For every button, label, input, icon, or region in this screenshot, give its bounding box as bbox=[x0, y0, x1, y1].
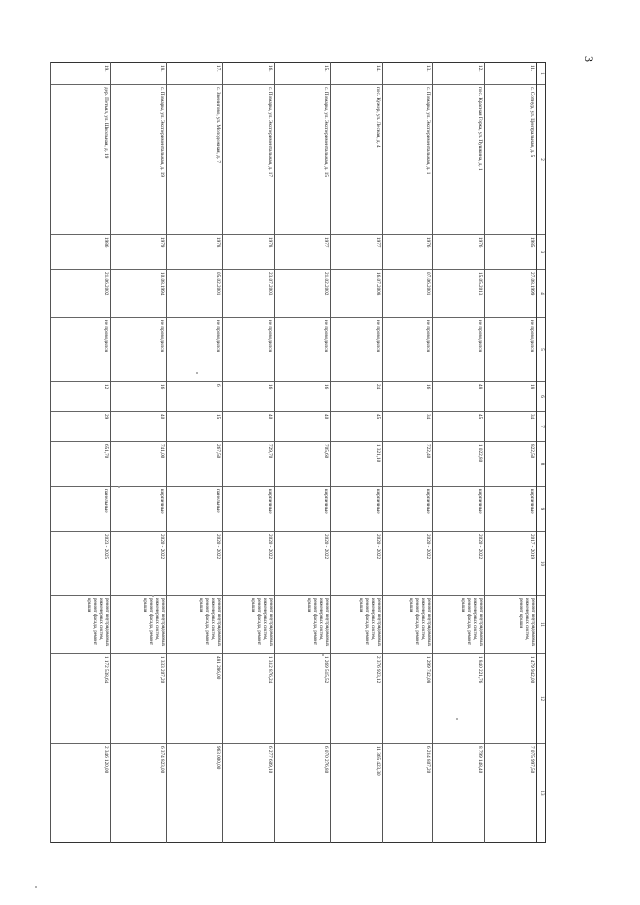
cell-row-number: 13. bbox=[382, 63, 432, 85]
cell-date: 21.02.2002 bbox=[274, 270, 330, 318]
cell-row-number: 12. bbox=[432, 63, 484, 85]
cell-wall-material: кирпичные bbox=[432, 487, 484, 532]
cell-cost: 1 479 942,00 bbox=[484, 654, 536, 744]
cell-residents: 40 bbox=[222, 412, 274, 442]
cell-period: 2020 - 2022 bbox=[330, 532, 382, 596]
cell-address: с. Помары, ул. Экспериментальная, д. 17 bbox=[222, 85, 274, 235]
cell-cost: 2 376 923,12 bbox=[330, 654, 382, 744]
cell-wall-material: панельные bbox=[50, 487, 110, 532]
cell-address: пос. Кужер, ул. Лесная, д. 4 bbox=[330, 85, 382, 235]
cell-period: 2020 - 2022 bbox=[382, 532, 432, 596]
cell-period: 2020 - 2022 bbox=[166, 532, 222, 596]
col-header: 8 bbox=[536, 442, 545, 487]
cell-period: 2020 - 2022 bbox=[274, 532, 330, 596]
cell-wall-material: кирпичные bbox=[382, 487, 432, 532]
cell-wall-material: кирпичные bbox=[330, 487, 382, 532]
cell-residents: 34 bbox=[382, 412, 432, 442]
table-row bbox=[382, 63, 432, 843]
cell-area: 741,00 bbox=[110, 442, 166, 487]
cell-period: 2023 - 2025 bbox=[50, 532, 110, 596]
table-row bbox=[330, 63, 382, 843]
cell-period: 2020 - 2022 bbox=[222, 532, 274, 596]
cell-date: 15.05.2013 bbox=[432, 270, 484, 318]
cell-period: 2020 - 2022 bbox=[110, 532, 166, 596]
col-header: 3 bbox=[536, 235, 545, 270]
cell-cost: 481 286,00 bbox=[166, 654, 222, 744]
col-header: 9 bbox=[536, 487, 545, 532]
cell-cost: 1 269 515,52 bbox=[274, 654, 330, 744]
cell-cost: 1 172 538,64 bbox=[50, 654, 110, 744]
cell-address: с. Помары, ул. Экспериментальная, д. 19 bbox=[110, 85, 166, 235]
cell-total-cost: 8 799 148,40 bbox=[432, 744, 484, 843]
cell-row-number: 16. bbox=[222, 63, 274, 85]
cell-residents: 45 bbox=[432, 412, 484, 442]
col-header: 1 bbox=[536, 63, 545, 85]
cell-date: 21.06.2002 bbox=[50, 270, 110, 318]
cell-cost: 1 312 876,24 bbox=[222, 654, 274, 744]
cell-row-number: 11. bbox=[484, 63, 536, 85]
table-row bbox=[222, 63, 274, 843]
cell-row-number: 19. bbox=[50, 63, 110, 85]
cell-cost: 1 333 207,20 bbox=[110, 654, 166, 744]
cell-period: 2020 - 2022 bbox=[432, 532, 484, 596]
cell-area: 1 022,80 bbox=[432, 442, 484, 487]
cell-apartments: 16 bbox=[382, 382, 432, 412]
table-row bbox=[484, 63, 536, 843]
cell-area: 822,50 bbox=[484, 442, 536, 487]
cell-wall-material: кирпичные bbox=[222, 487, 274, 532]
col-header: 6 bbox=[536, 382, 545, 412]
cell-repair-status: не проводился bbox=[110, 318, 166, 382]
cell-total-cost: 6 277 609,10 bbox=[222, 744, 274, 843]
cell-wall-material: кирпичные bbox=[274, 487, 330, 532]
cell-works: ремонт внутридомовых инженерных систем, ремонт фасада, ремонт крыши bbox=[330, 596, 382, 654]
col-header: 10 bbox=[536, 532, 545, 596]
cell-area: 651,70 bbox=[50, 442, 110, 487]
cell-works: ремонт внутридомовых инженерных систем, ремонт фасада, ремонт крыши bbox=[222, 596, 274, 654]
col-header: 11 bbox=[536, 596, 545, 654]
cell-row-number: 14. bbox=[330, 63, 382, 85]
cell-build-year: 1977 bbox=[330, 235, 382, 270]
cell-date: 05.02.2001 bbox=[166, 270, 222, 318]
cell-address: с. Помары, ул. Экспериментальная, д. 15 bbox=[274, 85, 330, 235]
cell-repair-status: не проводился bbox=[166, 318, 222, 382]
cell-address: с. Сотнур, ул. Центральная, д. 5 bbox=[484, 85, 536, 235]
cell-wall-material: кирпичные bbox=[110, 487, 166, 532]
cell-works: ремонт внутридомовых инженерных систем, ремонт крыши bbox=[484, 596, 536, 654]
cell-apartments: 48 bbox=[432, 382, 484, 412]
cell-total-cost: 11 365 423,30 bbox=[330, 744, 382, 843]
cell-total-cost: 2 346 120,00 bbox=[50, 744, 110, 843]
cell-build-year: 1985 bbox=[484, 235, 536, 270]
scan-speck bbox=[35, 886, 37, 888]
cell-works: ремонт внутридомовых инженерных систем, ремонт фасада, ремонт крыши bbox=[110, 596, 166, 654]
col-header: 7 bbox=[536, 412, 545, 442]
cell-date: 27.08.1999 bbox=[484, 270, 536, 318]
page-number: 3 bbox=[582, 56, 596, 62]
header-row bbox=[536, 63, 545, 843]
cell-repair-status: не проводился bbox=[330, 318, 382, 382]
cell-works: ремонт внутридомовых инженерных систем, ремонт фасада, ремонт крыши bbox=[166, 596, 222, 654]
cell-row-number: 17. bbox=[166, 63, 222, 85]
cell-area: 267,50 bbox=[166, 442, 222, 487]
cell-date: 16.07.2008 bbox=[330, 270, 382, 318]
cell-build-year: 1976 bbox=[382, 235, 432, 270]
scan-speck bbox=[118, 486, 120, 488]
cell-area: 1 321,10 bbox=[330, 442, 382, 487]
cell-apartments: 12 bbox=[50, 382, 110, 412]
col-header: 4 bbox=[536, 270, 545, 318]
scan-speck bbox=[322, 654, 324, 656]
col-header: 13 bbox=[536, 744, 545, 843]
table-row bbox=[50, 63, 110, 843]
cell-wall-material: кирпичные bbox=[484, 487, 536, 532]
cell-area: 729,70 bbox=[222, 442, 274, 487]
cell-build-year: 1978 bbox=[222, 235, 274, 270]
cell-repair-status: не проводился bbox=[432, 318, 484, 382]
housing-table bbox=[50, 62, 546, 843]
cell-build-year: 1986 bbox=[50, 235, 110, 270]
cell-repair-status: не проводился bbox=[50, 318, 110, 382]
cell-address: пос. Красная Горка, ул. Пушкина, д. 1 bbox=[432, 85, 484, 235]
cell-address: с. Звенигово, ул. Молодежная, д. 7 bbox=[166, 85, 222, 235]
cell-residents: 40 bbox=[274, 412, 330, 442]
cell-build-year: 1978 bbox=[166, 235, 222, 270]
cell-build-year: 1977 bbox=[274, 235, 330, 270]
cell-works: ремонт внутридомовых инженерных систем, ремонт фасада, ремонт крыши bbox=[432, 596, 484, 654]
col-header: 2 bbox=[536, 85, 545, 235]
cell-build-year: 1976 bbox=[432, 235, 484, 270]
table-row bbox=[110, 63, 166, 843]
col-header: 5 bbox=[536, 318, 545, 382]
cell-area: 722,40 bbox=[382, 442, 432, 487]
cell-total-cost: 7 075 997,50 bbox=[484, 744, 536, 843]
cell-period: 2017 - 2019 bbox=[484, 532, 536, 596]
cell-date: 07.06.2001 bbox=[382, 270, 432, 318]
cell-address: дер. Петьял, ул. Школьная, д. 19 bbox=[50, 85, 110, 235]
cell-repair-status: не проводился bbox=[382, 318, 432, 382]
cell-apartments: 24 bbox=[330, 382, 382, 412]
scan-speck bbox=[152, 595, 154, 597]
cell-works: ремонт внутридомовых инженерных систем, ремонт фасада, ремонт крыши bbox=[50, 596, 110, 654]
cell-total-cost: 6 374 823,00 bbox=[110, 744, 166, 843]
cell-apartments: 18 bbox=[484, 382, 536, 412]
cell-works: ремонт внутридомовых инженерных систем, ремонт фасада, ремонт крыши bbox=[274, 596, 330, 654]
cell-build-year: 1979 bbox=[110, 235, 166, 270]
cell-apartments: 6 bbox=[166, 382, 222, 412]
scan-speck bbox=[456, 718, 458, 720]
cell-works: ремонт внутридомовых инженерных систем, ремонт фасада, ремонт крыши bbox=[382, 596, 432, 654]
cell-apartments: 16 bbox=[110, 382, 166, 412]
cell-residents: 15 bbox=[166, 412, 222, 442]
cell-total-cost: 6 214 807,20 bbox=[382, 744, 432, 843]
scan-speck bbox=[196, 372, 198, 374]
cell-repair-status: не проводился bbox=[222, 318, 274, 382]
col-header: 12 bbox=[536, 654, 545, 744]
cell-residents: 29 bbox=[50, 412, 110, 442]
cell-total-cost: 6 070 276,80 bbox=[274, 744, 330, 843]
cell-residents: 45 bbox=[330, 412, 382, 442]
cell-address: с. Помары, ул. Экспериментальная, д. 1 bbox=[382, 85, 432, 235]
cell-area: 705,60 bbox=[274, 442, 330, 487]
table-row bbox=[432, 63, 484, 843]
cell-repair-status: не проводился bbox=[484, 318, 536, 382]
cell-row-number: 15. bbox=[274, 63, 330, 85]
table-row bbox=[274, 63, 330, 843]
cell-cost: 1 840 221,76 bbox=[432, 654, 484, 744]
cell-date: 10.08.1994 bbox=[110, 270, 166, 318]
cell-date: 23.07.2003 bbox=[222, 270, 274, 318]
cell-wall-material: панельные bbox=[166, 487, 222, 532]
cell-residents: 40 bbox=[110, 412, 166, 442]
cell-row-number: 18. bbox=[110, 63, 166, 85]
table-row bbox=[166, 63, 222, 843]
cell-repair-status: не проводился bbox=[274, 318, 330, 382]
cell-apartments: 16 bbox=[222, 382, 274, 412]
cell-cost: 1 299 742,08 bbox=[382, 654, 432, 744]
cell-total-cost: 963 000,00 bbox=[166, 744, 222, 843]
cell-residents: 34 bbox=[484, 412, 536, 442]
cell-apartments: 16 bbox=[274, 382, 330, 412]
